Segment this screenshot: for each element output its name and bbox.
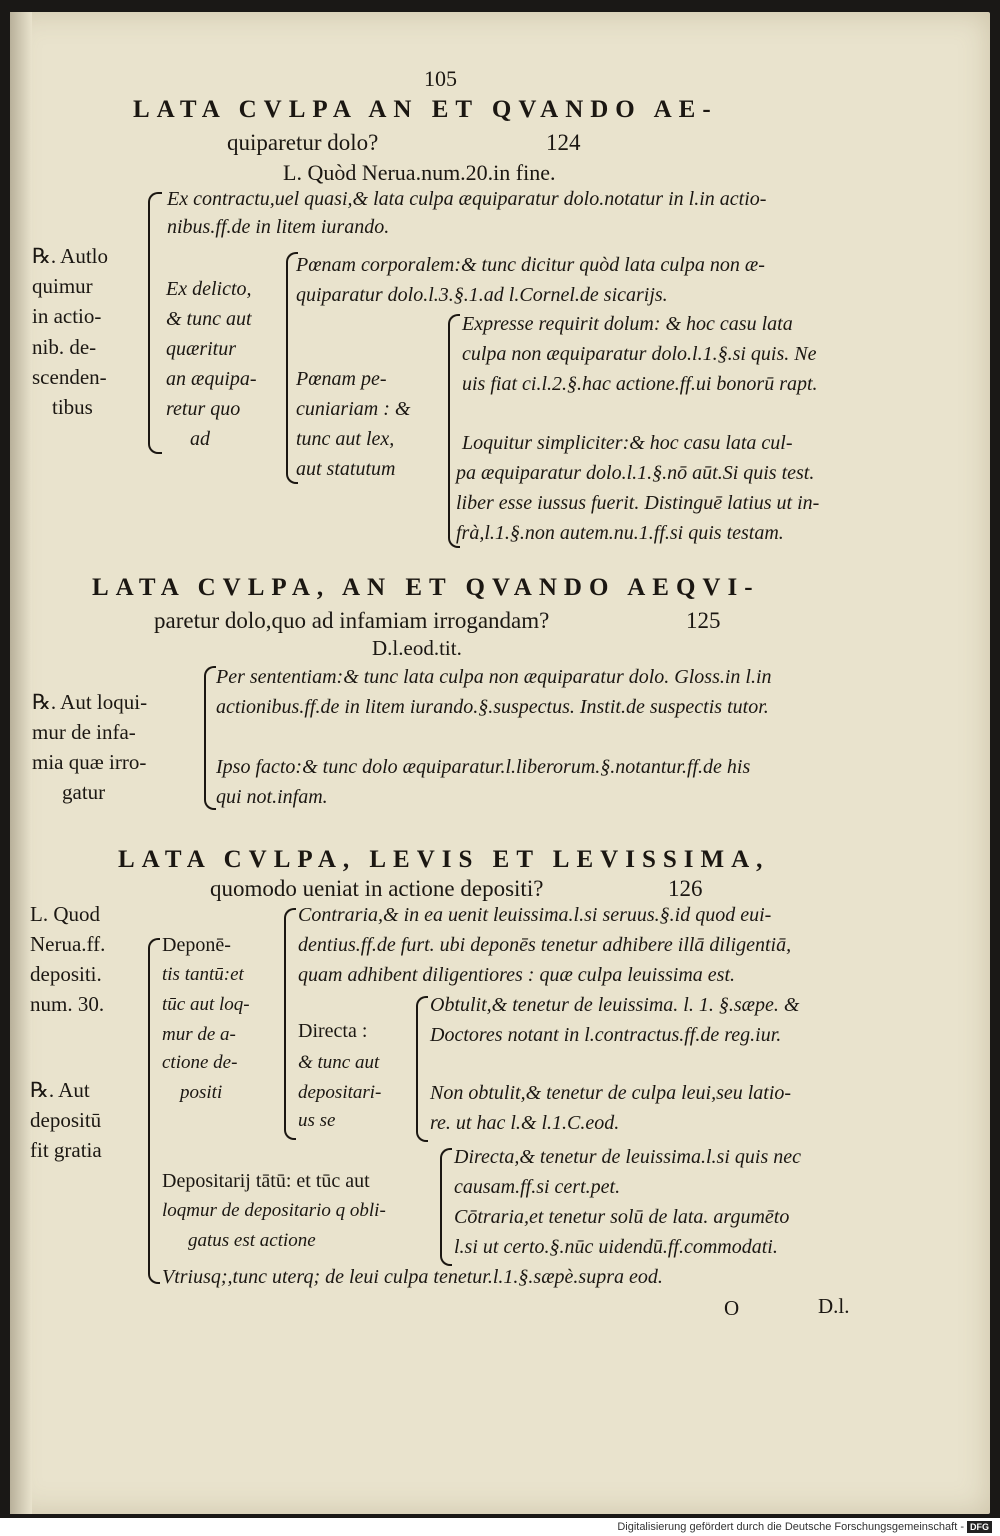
catchword: D.l. bbox=[818, 1294, 850, 1318]
directa2-2: causam.ff.si cert.pet. bbox=[454, 1176, 621, 1198]
section-126-title-cont: quomodo ueniat in actione depositi? bbox=[210, 876, 544, 901]
simple-1: Loquitur simpliciter:& hoc casu lata cul- bbox=[462, 432, 793, 454]
left-note-124-6: tibus bbox=[52, 395, 93, 419]
deponent-3: tūc aut loq- bbox=[162, 994, 250, 1015]
left-ref-126-4: num. 30. bbox=[30, 992, 105, 1016]
delicto-1: Ex delicto, bbox=[166, 278, 252, 300]
contract-line-1: Ex contractu,uel quasi,& lata culpa æquiparatur dolo.notatur in l.in actio- bbox=[167, 188, 767, 210]
deponent-6: positi bbox=[180, 1082, 223, 1103]
non-obtulit-2: re. ut hac l.& l.1.C.eod. bbox=[430, 1112, 620, 1134]
dfg-logo: DFG bbox=[967, 1521, 992, 1533]
contraria-3: quam adhibent diligentiores : quæ culpa leuissima est. bbox=[298, 964, 736, 986]
digitization-footer bbox=[617, 1521, 992, 1533]
section-125-title: LATA CVLPA, AN ET QVANDO AEQVI- bbox=[92, 574, 760, 601]
bracket-directa bbox=[416, 996, 428, 1142]
section-125-number: 125 bbox=[686, 608, 721, 633]
left-ref-126-3: depositi. bbox=[30, 962, 102, 986]
page-number: 105 bbox=[424, 66, 457, 91]
directa2-1: Directa,& tenetur de leuissima.l.si quis nec bbox=[454, 1146, 801, 1168]
section-124-reference: L. Quòd Nerua.num.20.in fine. bbox=[283, 160, 556, 185]
section-125-title-cont: paretur dolo,quo ad infamiam irrogandam? bbox=[154, 608, 550, 633]
bracket-main-124 bbox=[148, 192, 162, 454]
simple-2: pa æquiparatur dolo.l.1.§.nō aūt.Si quis test. bbox=[456, 462, 815, 484]
delicto-4: an æquipa- bbox=[166, 368, 257, 390]
depositarii-2: loqmur de depositario q obli- bbox=[162, 1200, 386, 1221]
left-note-126-2: depositū bbox=[30, 1108, 102, 1132]
section-124-number: 124 bbox=[546, 130, 581, 155]
directa-3: depositari- bbox=[298, 1082, 382, 1103]
pecuniary-2: cuniariam : & bbox=[296, 398, 411, 420]
bracket-main-126 bbox=[148, 938, 160, 1284]
left-note-126-3: fit gratia bbox=[30, 1138, 102, 1162]
contraria-1: Contraria,& in ea uenit leuissima.l.si seruus.§.id quod eui- bbox=[298, 904, 772, 926]
left-note-124-2: quimur bbox=[32, 274, 93, 298]
section-126-title: LATA CVLPA, LEVIS ET LEVISSIMA, bbox=[118, 846, 770, 873]
simple-3: liber esse iussus fuerit. Distinguē latius ut in- bbox=[456, 492, 820, 514]
express-2: culpa non æquiparatur dolo.l.1.§.si quis. Ne bbox=[462, 343, 817, 365]
left-note-124-5: scenden- bbox=[32, 365, 107, 389]
section-124-title-cont: quiparetur dolo? bbox=[227, 130, 379, 155]
section-126-number: 126 bbox=[668, 876, 703, 901]
delicto-3: quæritur bbox=[166, 338, 237, 360]
left-note-125-3: mia quæ irro- bbox=[32, 750, 147, 774]
obtulit-2: Doctores notant in l.contractus.ff.de reg.iur. bbox=[430, 1024, 782, 1046]
bracket-125 bbox=[204, 666, 216, 810]
pecuniary-1: Pœnam pe- bbox=[296, 368, 387, 390]
left-note-125-1: ℞. Aut loqui- bbox=[32, 690, 148, 714]
depositarii-1: Depositarij tātū: et tūc aut bbox=[162, 1170, 370, 1192]
non-obtulit-1: Non obtulit,& tenetur de culpa leui,seu latio- bbox=[430, 1082, 792, 1104]
express-3: uis fiat ci.l.2.§.hac actione.ff.ui bonorū rapt. bbox=[462, 373, 818, 395]
bracket-depositarii bbox=[440, 1148, 452, 1266]
left-note-124-3: in actio- bbox=[32, 304, 102, 328]
directa-2: & tunc aut bbox=[298, 1052, 380, 1073]
sentence-line-2: actionibus.ff.de in litem iurando.§.suspectus. Instit.de suspectis tutor. bbox=[216, 696, 769, 718]
deponent-5: ctione de- bbox=[162, 1052, 238, 1073]
ipso-line-1: Ipso facto:& tunc dolo æquiparatur.l.liberorum.§.notantur.ff.de his bbox=[216, 756, 751, 778]
contract-line-2: nibus.ff.de in litem iurando. bbox=[167, 216, 390, 238]
left-ref-126-2: Nerua.ff. bbox=[30, 932, 106, 956]
contraria-2: dentius.ff.de furt. ubi deponēs tenetur adhibere illā diligentiā, bbox=[298, 934, 792, 956]
deponent-4: mur de a- bbox=[162, 1024, 236, 1045]
signature-mark: O bbox=[724, 1296, 740, 1320]
delicto-5: retur quo bbox=[166, 398, 241, 420]
directa-4: us se bbox=[298, 1110, 336, 1131]
left-ref-126-1: L. Quod bbox=[30, 902, 100, 926]
deponent-2: tis tantū:et bbox=[162, 964, 244, 985]
page-gutter bbox=[10, 12, 32, 1514]
footer-text: Digitalisierung gefördert durch die Deutsche Forschungsgemeinschaft - bbox=[617, 1521, 964, 1533]
utriusque-line: Vtriusq;,tunc uterq; de leui culpa tenetur.l.1.§.sæpè.supra eod. bbox=[162, 1266, 663, 1288]
contraria2-1: Cōtraria,et tenetur solū de lata. argumēto bbox=[454, 1206, 790, 1228]
delicto-6: ad bbox=[190, 428, 210, 450]
ipso-line-2: qui not.infam. bbox=[216, 786, 328, 808]
bracket-deponent bbox=[284, 908, 296, 1140]
corporal-line-1: Pœnam corporalem:& tunc dicitur quòd lata culpa non æ- bbox=[296, 254, 765, 276]
section-124-title: LATA CVLPA AN ET QVANDO AE- bbox=[133, 96, 718, 123]
deponent-1: Deponē- bbox=[162, 934, 231, 956]
obtulit-1: Obtulit,& tenetur de leuissima. l. 1. §.sæpe. & bbox=[430, 994, 800, 1016]
left-note-126-1: ℞. Aut bbox=[30, 1078, 90, 1102]
pecuniary-3: tunc aut lex, bbox=[296, 428, 395, 450]
left-note-125-2: mur de infa- bbox=[32, 720, 136, 744]
left-note-125-4: gatur bbox=[62, 780, 106, 804]
pecuniary-4: aut statutum bbox=[296, 458, 396, 480]
depositarii-3: gatus est actione bbox=[188, 1230, 316, 1251]
left-note-124-1: ℞. Autlo bbox=[32, 244, 109, 268]
directa-1: Directa : bbox=[298, 1020, 368, 1042]
section-125-reference: D.l.eod.tit. bbox=[372, 636, 462, 660]
corporal-line-2: quiparatur dolo.l.3.§.1.ad l.Cornel.de sicarijs. bbox=[296, 284, 668, 306]
contraria2-2: l.si ut certo.§.nūc uidendū.ff.commodati. bbox=[454, 1236, 778, 1258]
delicto-2: & tunc aut bbox=[166, 308, 252, 330]
left-note-124-4: nib. de- bbox=[32, 335, 97, 359]
simple-4: frà,l.1.§.non autem.nu.1.ff.si quis testam. bbox=[456, 522, 784, 544]
express-1: Expresse requirit dolum: & hoc casu lata bbox=[462, 313, 793, 335]
sentence-line-1: Per sententiam:& tunc lata culpa non æquiparatur dolo. Gloss.in l.in bbox=[216, 666, 772, 688]
